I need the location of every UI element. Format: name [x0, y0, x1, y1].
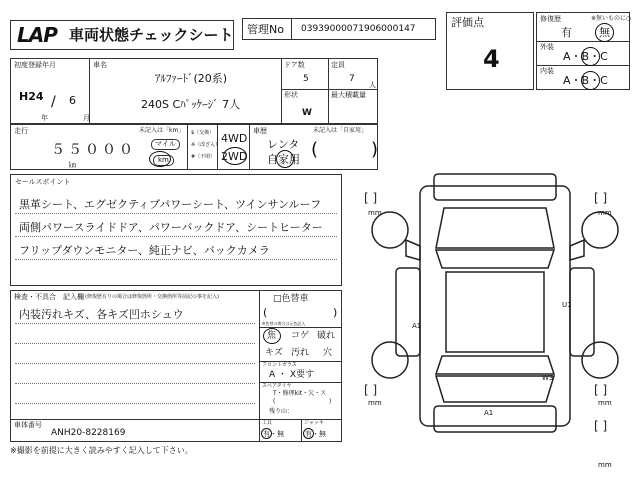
type-paren-close: )	[371, 139, 379, 160]
repair-hint: ※無いものに○	[591, 15, 632, 22]
sheet-title: 車両状態チェックシート	[69, 26, 234, 44]
remaining-tread-label: 残り山：	[269, 408, 294, 415]
capacity-value: 7	[349, 74, 355, 84]
interior-label: 内装	[540, 67, 554, 75]
spare-tire-label: スペアタイヤ	[262, 383, 292, 389]
car-mirror-left	[406, 240, 420, 260]
jack-value: 有・無	[305, 430, 326, 438]
shape-value: W	[302, 108, 312, 118]
windshield-value: A ・ X要す	[269, 370, 315, 380]
car-name: ｱﾙﾌｧｰﾄﾞ(20系)	[155, 72, 228, 85]
tire-rr-mm: mm	[598, 399, 612, 407]
tire-rl-mm: mm	[368, 399, 382, 407]
stain-burn: コゲ	[291, 331, 310, 341]
vehicle-type-hint: 未記入は「自家用」	[313, 127, 368, 134]
mileage-check-unknown: #（不明）	[191, 154, 216, 160]
damage-mark-w3: W3	[542, 374, 554, 382]
mileage-check-exchange: $（交換）	[191, 130, 215, 136]
repair-label: 修復歴	[540, 15, 561, 23]
km-option: km	[153, 155, 174, 166]
tire-fl-bracket: [ ]	[364, 191, 378, 205]
interior-grades: A・B・C	[563, 74, 608, 87]
car-side-right	[570, 268, 594, 356]
repair-none-circle	[595, 23, 614, 42]
inspection-line-1: 内装汚れキズ、各キズ凹ホシュウ	[19, 308, 184, 321]
drive-4wd: 4WD	[221, 132, 248, 145]
repair-yes: 有	[561, 26, 572, 39]
management-box	[242, 18, 436, 40]
color-change-checkbox: □色替車	[273, 294, 309, 304]
wheel-front-right	[582, 209, 618, 248]
month-unit: 月	[83, 114, 90, 122]
private-circle	[276, 150, 294, 168]
capacity-label: 定員	[331, 61, 345, 69]
first-reg-month: 6	[69, 94, 76, 107]
private-option: 自家用	[267, 153, 300, 166]
tire-fr-bracket: [ ]	[594, 191, 608, 205]
tools-yes-circle	[261, 428, 272, 439]
rental-option: レンタ	[267, 138, 300, 151]
doors-label: ドア数	[284, 61, 305, 69]
shape-label: 形状	[284, 91, 298, 99]
interior-b-circle	[581, 71, 600, 90]
wheel-rear-right	[582, 342, 618, 378]
sales-point-line-2: 両側パワースライドドア、パワーバックドア、シートヒーター	[19, 221, 323, 234]
car-side-left	[396, 268, 420, 356]
capacity-unit: 人	[369, 81, 376, 89]
windshield-label: フロントガラス	[262, 362, 297, 368]
damage-mark-a1-left: A1	[412, 322, 422, 330]
car-grade: 240S Cﾊﾟｯｹｰｼﾞ 7人	[141, 98, 241, 111]
wheel-rear-left	[372, 342, 408, 378]
tire-fr-mm: mm	[598, 209, 612, 217]
management-label: 管理No	[247, 23, 284, 36]
first-reg-label: 初度登録年月	[14, 61, 56, 69]
score-label: 評価点	[451, 16, 484, 29]
exterior-label: 外装	[540, 43, 554, 51]
footer-note: ※撮影を前提に大きく読みやすく記入して下さい。	[10, 446, 193, 455]
vin-value: ANH20-8228169	[51, 428, 126, 438]
mileage-box	[10, 124, 378, 170]
exterior-grades: A・B・C	[563, 50, 608, 63]
mile-option: マイル	[151, 139, 180, 150]
mileage-check-tampered: ※（改ざん）	[191, 142, 221, 148]
wheel-front-left	[372, 212, 408, 248]
car-diagram	[354, 168, 636, 474]
vin-label: 車体番号	[14, 421, 42, 429]
stain-scorch: 焦	[267, 331, 277, 341]
stain-dirt: 汚れ	[291, 348, 310, 358]
repair-none: 無	[599, 26, 610, 39]
repair-grade-box	[536, 12, 630, 90]
damage-mark-u1: U1	[562, 301, 572, 309]
car-rear-window	[436, 356, 554, 374]
tools-value: 有・無	[263, 430, 284, 438]
year-unit: 年	[41, 114, 48, 122]
scorch-circle	[263, 328, 281, 344]
date-slash: /	[51, 94, 56, 110]
mileage-unit: ㎞	[69, 161, 76, 169]
inspection-hint: (修復歴有りの場合は修復箇所・交換箇所等前記の事を記入)	[85, 294, 219, 300]
management-number: 03939000071906000147	[301, 24, 416, 34]
spare-paren-open: (	[273, 398, 276, 405]
stain-tear: 破れ	[317, 331, 336, 341]
tire-rr-bracket: [ ]	[594, 383, 608, 397]
exterior-b-circle	[581, 47, 600, 66]
score-value: 4	[483, 45, 500, 73]
vehicle-type-label: 車歴	[253, 127, 267, 135]
car-mirror-right	[570, 240, 584, 260]
tools-label: 工具	[262, 420, 273, 426]
spare-paren-close: )	[329, 398, 332, 405]
car-body-outline	[420, 186, 570, 426]
car-name-label: 車名	[93, 61, 107, 69]
color-paren-close: )	[333, 306, 338, 319]
tire-spare-mm: mm	[598, 461, 612, 469]
car-rear-section	[434, 406, 556, 432]
spare-tire-options: T・修理kit・欠・ス	[273, 390, 327, 397]
jack-yes-circle	[303, 428, 314, 439]
2wd-circle	[223, 147, 247, 165]
inspection-label: 検査・不具合 記入欄	[14, 293, 84, 301]
registration-box	[10, 58, 378, 124]
car-cabin	[446, 272, 544, 352]
car-hood	[436, 208, 554, 248]
sales-point-line-1: 黒革シート、エグゼクティブパワーシート、ツインサンルーフ	[19, 198, 322, 211]
score-box	[446, 12, 534, 90]
car-windshield	[436, 250, 554, 268]
car-trunk	[436, 376, 554, 402]
logo: LAP	[17, 23, 57, 47]
km-circle	[149, 151, 171, 167]
stain-hole: 穴	[323, 348, 333, 358]
first-reg-era-year: H24	[19, 90, 44, 103]
color-paren-open: (	[263, 306, 268, 319]
color-change-hint: ※色替の場合は元色記入	[262, 321, 306, 326]
damage-mark-a1-rear: A1	[484, 409, 494, 417]
type-paren-open: (	[311, 139, 319, 160]
tire-fl-mm: mm	[368, 209, 382, 217]
mileage-value: ５５０００	[51, 142, 136, 158]
sales-points-box	[10, 174, 342, 286]
mileage-unit-hint: 未記入は「km」	[139, 127, 185, 134]
max-load-label: 最大積載量	[331, 91, 366, 99]
title-box	[10, 20, 234, 50]
sales-point-line-3: フリップダウンモニター、純正ナビ、バックカメラ	[19, 244, 270, 257]
inspection-box	[10, 290, 342, 442]
doors-value: 5	[303, 74, 309, 84]
car-front-section	[434, 174, 556, 200]
stain-scratch: キズ	[265, 348, 283, 358]
jack-label: ジャッキ	[304, 420, 324, 426]
mileage-label: 走行	[14, 127, 28, 135]
tire-rl-bracket: [ ]	[364, 383, 378, 397]
sales-points-label: セールスポイント	[15, 178, 71, 186]
drive-2wd: 2WD	[221, 150, 248, 163]
tire-spare-bracket: [ ]	[594, 419, 608, 433]
